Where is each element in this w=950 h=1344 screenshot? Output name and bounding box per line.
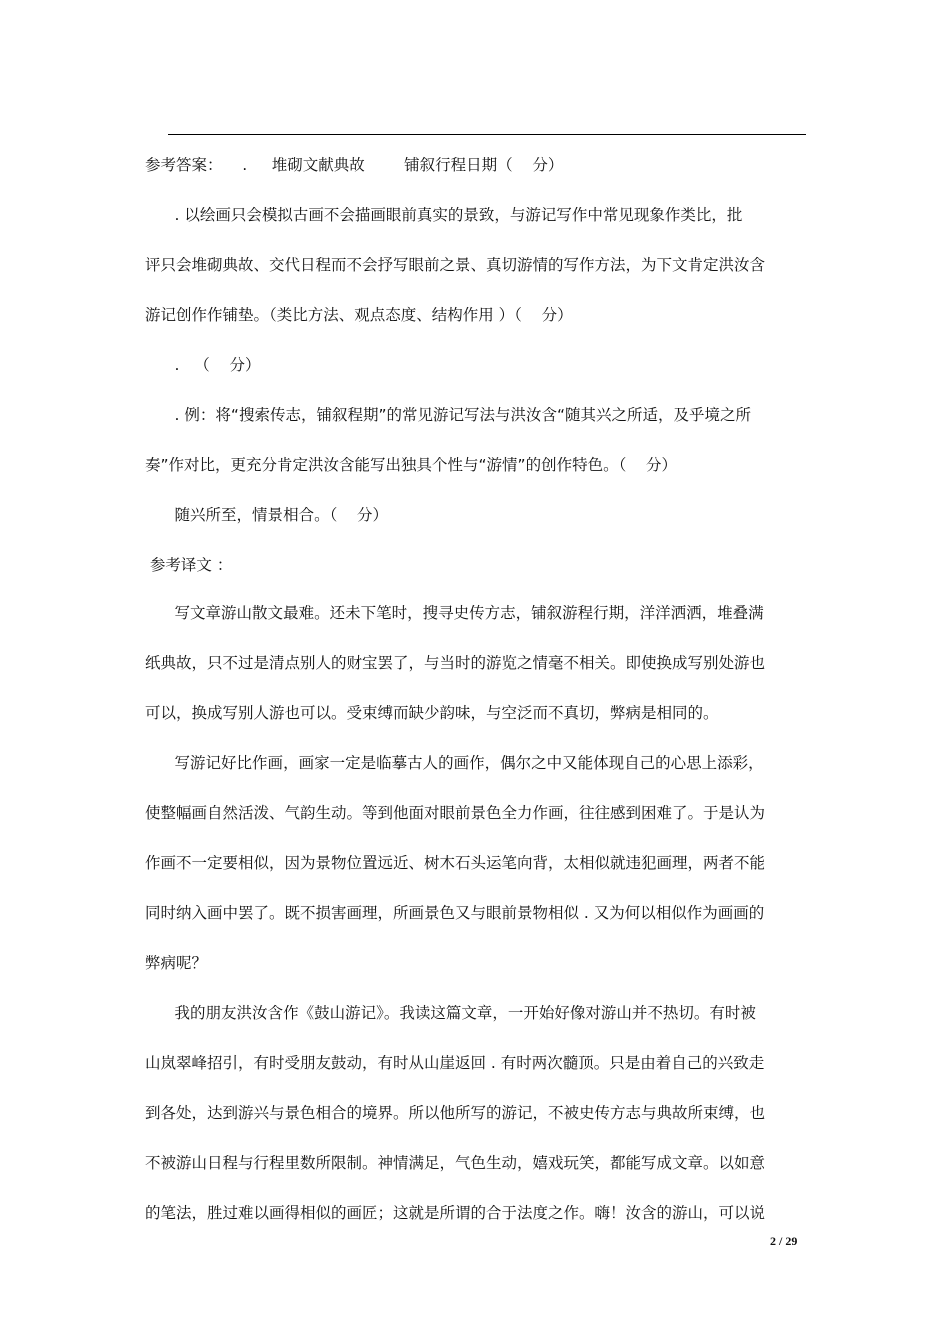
text-line: 评只会堆砌典故、交代日程而不会抒写眼前之景、真切游情的写作方法，为下文肯定洪汝含 [145,256,766,274]
text-line: 山岚翠峰招引，有时受朋友鼓动，有时从山崖返回 . 有时两次髓顶。只是由着自己的兴致走 [145,1054,765,1072]
text-line: 同时纳入画中罢了。既不损害画理，所画景色又与眼前景物相似 . 又为何以相似作为画画的 [145,904,765,922]
text-line: 到各处，达到游兴与景色相合的境界。所以他所写的游记，不被史传方志与典故所束缚，也 [145,1104,766,1122]
text-line: 的笔法，胜过难以画得相似的画匠；这就是所谓的合于法度之作。嗨！汝含的游山，可以说 [145,1204,766,1222]
text-line: 写文章游山散文最难。还未下笔时，搜寻史传方志，铺叙游程行期，洋洋洒洒，堆叠满 [145,604,764,622]
text-line: 不被游山日程与行程里数所限制。神情满足，气色生动，嬉戏玩笑，都能写成文章。以如意 [145,1154,766,1172]
text-line: 使整幅画自然活泼、气韵生动。等到他面对眼前景色全力作画，往往感到困难了。于是认为 [145,804,766,822]
text-line: 写游记好比作画，画家一定是临摹古人的画作，偶尔之中又能体现自己的心思上添彩， [145,754,764,772]
section-heading: 参考译文 ： [145,556,233,574]
text-line: . （ 分） [145,356,261,374]
text-line: 参考答案： . 堆砌文献典故 铺叙行程日期（ 分） [145,156,564,174]
text-line: 随兴所至，情景相合。（ 分） [145,506,389,524]
text-line: 奏”作对比，更充分肯定洪汝含能写出独具个性与“游情”的创作特色。（ 分） [145,456,678,474]
page-number: 2 / 29 [770,1234,798,1248]
text-line: 游记创作作铺垫。（类比方法、观点态度、结构作用 ）（ 分） [145,306,573,324]
text-line: 作画不一定要相似，因为景物位置远近、树木石头运笔向背，太相似就违犯画理，两者不能 [145,854,766,872]
header-rule [168,134,806,135]
text-line: 弊病呢？ [145,954,208,972]
text-line: . 例：将“搜索传志，铺叙程期”的常见游记写法与洪汝含“随其兴之所适，及乎境之所 [145,406,752,424]
text-line: 我的朋友洪汝含作《鼓山游记》。我读这篇文章，一开始好像对游山并不热切。有时被 [145,1004,756,1022]
text-line: . 以绘画只会模拟古画不会描画眼前真实的景致，与游记写作中常见现象作类比，批 [145,206,743,224]
text-line: 纸典故，只不过是清点别人的财宝罢了，与当时的游览之情毫不相关。即使换成写别处游也 [145,654,766,672]
text-line: 可以，换成写别人游也可以。受束缚而缺少韵味，与空泛而不真切，弊病是相同的。 [145,704,719,722]
